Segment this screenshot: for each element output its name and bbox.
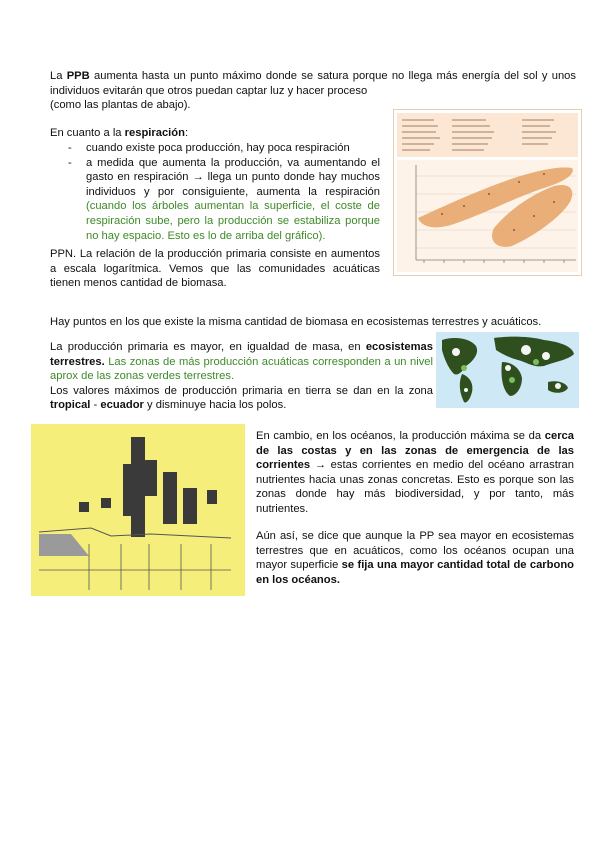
oceans-post: → estas corrientes en medio del océano arrastran nutrientes hacia unas zonas concretas. Esto es porque son las zonas donde hay más biodiversidad, y por tanto, más nutrientes. xyxy=(256,459,574,515)
production-post1: Los valores máximos de producción primaria en tierra se dan en la zona xyxy=(50,384,433,397)
paragraph-ppb-line2 xyxy=(50,98,191,113)
oceans-bold: cerca de las costas y en las zonas de emergencia de las corrientes xyxy=(256,430,574,472)
paragraph-oceans xyxy=(256,429,574,517)
conclusion-bold: se fija una mayor cantidad total de carbono en los océanos. xyxy=(256,559,574,586)
ocean-diagram xyxy=(31,424,245,596)
paragraph-conclusion xyxy=(256,529,574,587)
paragraph-ppn xyxy=(50,247,380,291)
production-tropical: tropical xyxy=(50,399,91,412)
world-productivity-map-image xyxy=(436,332,579,408)
conclusion-pre: Aún así, se dice que aunque la PP sea mayor en ecosistemas terrestres que en acuáticos, como los océanos ocupan una mayor superficie xyxy=(256,530,574,572)
respiration-intro xyxy=(50,126,188,141)
production-pre: La producción primaria es mayor, en igualdad de masa, en xyxy=(50,341,366,353)
list-item xyxy=(50,141,380,156)
respiration-bullet-1: cuando existe poca producción, hay poca respiración xyxy=(86,142,350,154)
production-respiration-chart-image xyxy=(393,109,582,276)
production-green: Las zonas de más producción acuáticas corresponden a un nivel aprox de las zonas verdes terrestres. xyxy=(50,355,433,383)
paragraph-production xyxy=(50,340,433,413)
ocean-production-diagram-image xyxy=(31,424,245,596)
ppb-pre: La xyxy=(50,70,67,82)
paragraph-ppb xyxy=(50,69,576,98)
respiration-term: respiración xyxy=(124,127,185,139)
chart-figure xyxy=(394,110,581,275)
respiration-list xyxy=(50,141,380,243)
world-map xyxy=(436,332,579,408)
ppb-line2: (como las plantas de abajo). xyxy=(50,99,191,111)
ppn-text: PPN. La relación de la producción primaria consiste en aumentos a escala logarítmica. Vemos que las comunidades acuáticas tienen menos cantidad de biomasa. xyxy=(50,248,380,290)
biomass-text: Hay puntos en los que existe la misma cantidad de biomasa en ecosistemas terrestres y acuáticos. xyxy=(50,316,542,328)
production-post2: y disminuye hacia los polos. xyxy=(143,399,287,412)
respiration-intro-post: : xyxy=(184,127,189,139)
production-dash: - xyxy=(90,399,101,412)
ppb-term: PPB xyxy=(66,70,90,82)
ppb-post: aumenta hasta un punto máximo donde se satura porque no llega más energía del sol y unos individuos evitarán que otros puedan captar luz y hacer proceso xyxy=(50,70,576,97)
production-bold: ecosistemas terrestres. xyxy=(50,341,433,368)
list-item xyxy=(50,156,380,244)
oceans-pre: En cambio, en los océanos, la producción máxima se da xyxy=(256,430,545,442)
respiration-intro-pre: En cuanto a la xyxy=(50,127,125,139)
respiration-bullet-2: a medida que aumenta la producción, va aumentando el gasto en respiración → llega un punto donde hay muchos individuos y por consiguiente, aumenta la respiración xyxy=(86,156,380,198)
paragraph-biomass xyxy=(50,315,541,330)
respiration-bullet-2-green: (cuando los árboles aumentan la superficie, el coste de respiración sube, pero la producción se estabiliza porque no hay espacio. Esto es lo de arriba del gráfico). xyxy=(86,200,380,242)
production-ecuador: ecuador xyxy=(100,399,144,412)
